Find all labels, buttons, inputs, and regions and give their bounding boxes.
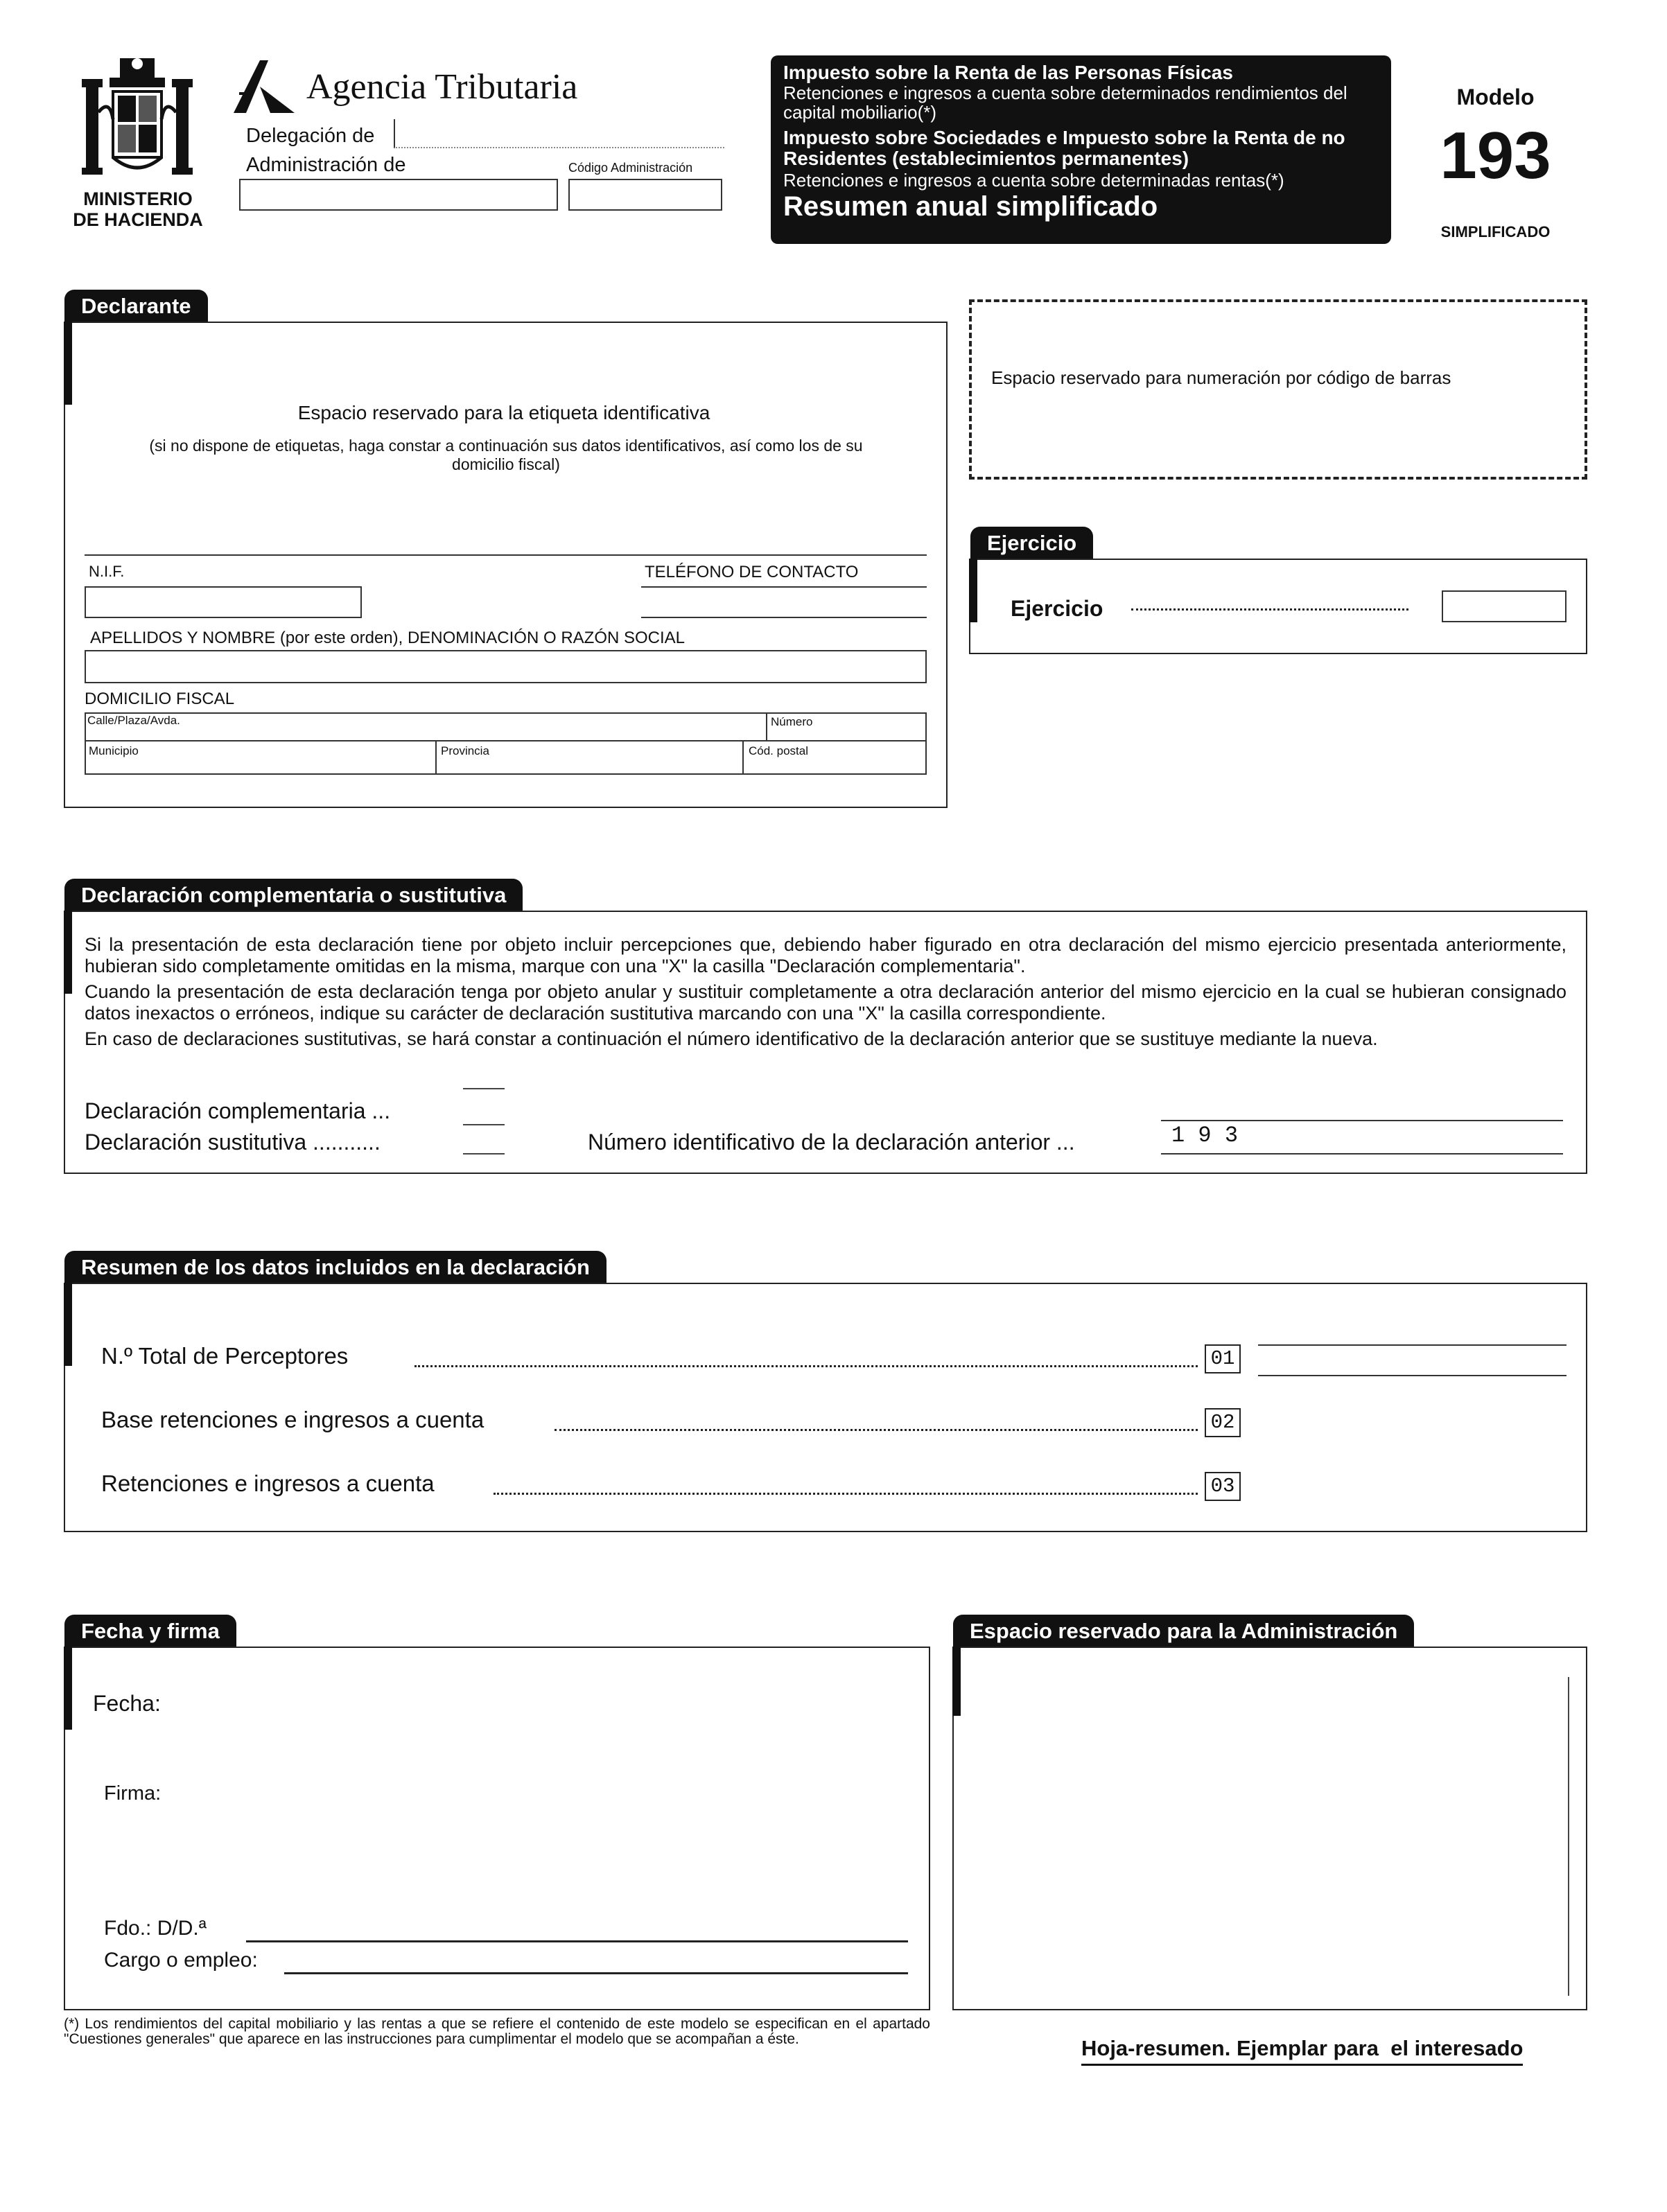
ministry-line2: DE HACIENDA	[73, 209, 203, 230]
municipio-label: Municipio	[89, 744, 139, 757]
complementaria-text	[85, 934, 1566, 1050]
tab-declarante: Declarante	[64, 290, 208, 322]
codigo-admin-field[interactable]	[568, 179, 722, 211]
perceptores-code: 01	[1205, 1344, 1241, 1373]
administracion-bar	[952, 1647, 961, 1716]
telefono-field[interactable]	[641, 586, 927, 618]
retenciones-label: Retenciones e ingresos a cuenta	[101, 1471, 435, 1496]
ejercicio-input[interactable]	[1442, 590, 1566, 622]
barcode-text: Espacio reservado para numeración por código de barras	[991, 367, 1451, 388]
banner-line2: Retenciones e ingresos a cuenta sobre determinados rendimientos del capital mobiliario(*)	[783, 82, 1347, 123]
fdo-input[interactable]	[246, 1940, 908, 1942]
complementaria-bar	[64, 911, 72, 994]
complementaria-label: Declaración complementaria ...	[85, 1098, 391, 1123]
ejercicio-label: Ejercicio	[1011, 596, 1103, 621]
provincia-label: Provincia	[441, 744, 489, 757]
domicilio-label: DOMICILIO FISCAL	[85, 690, 235, 708]
numero-label: Número	[771, 715, 813, 728]
ministry-line1: MINISTERIO	[83, 188, 193, 209]
base-label: Base retenciones e ingresos a cuenta	[101, 1407, 485, 1432]
delegacion-field[interactable]	[394, 119, 724, 148]
numero-anterior-label: Número identificativo de la declaración anterior ...	[588, 1130, 1075, 1155]
nif-label: N.I.F.	[89, 563, 125, 580]
nif-field[interactable]	[85, 586, 362, 618]
calle-label: Calle/Plaza/Avda.	[87, 714, 180, 727]
etiqueta-title: Espacio reservado para la etiqueta identificativa	[297, 402, 710, 423]
ejercicio-leader	[1131, 608, 1408, 611]
firma-bar	[64, 1647, 72, 1730]
administracion-field[interactable]	[239, 179, 558, 211]
modelo-label: Modelo	[1456, 85, 1535, 109]
footnote: (*) Los rendimientos del capital mobiliario y las rentas a que se refiere el contenido de este modelo se especifican en el apartado "Cuestiones generales" que aparece en las instrucciones para cumplimentar el modelo que se acompañan a éste.	[64, 2016, 930, 2047]
complementaria-para3: En caso de declaraciones sustitutivas, se hará constar a continuación el número identificativo de la declaración anterior que se sustituye mediante la nueva.	[85, 1028, 1378, 1049]
calle-field[interactable]	[85, 712, 767, 741]
resumen-bar	[64, 1283, 72, 1366]
perceptores-input[interactable]	[1258, 1344, 1566, 1376]
banner-line5: Resumen anual simplificado	[783, 191, 1158, 222]
ministry-name	[61, 188, 215, 230]
complementaria-para1: Si la presentación de esta declaración tiene por objeto incluir percepciones que, debiendo haber figurado en otra declaración del mismo ejercicio presentada anteriormente, hubieran sido completamente omitidas en la misma, marque con una "X" la casilla "Declaración complementaria".	[85, 934, 1566, 976]
administracion-label: Administración de	[246, 154, 406, 176]
perceptores-label: N.º Total de Perceptores	[101, 1343, 349, 1369]
retenciones-leader	[494, 1493, 1198, 1495]
ejemplar-label: Hoja-resumen. Ejemplar para el interesado	[1081, 2036, 1523, 2066]
apellidos-label: APELLIDOS Y NOMBRE (por este orden), DENOMINACIÓN O RAZÓN SOCIAL	[90, 629, 686, 647]
base-leader	[555, 1429, 1198, 1431]
apellidos-field[interactable]	[85, 650, 927, 683]
declarante-bar	[64, 322, 72, 405]
retenciones-code: 03	[1205, 1472, 1241, 1501]
firma-label: Firma:	[104, 1782, 162, 1805]
complementaria-checkbox[interactable]	[463, 1088, 505, 1125]
tab-complementaria: Declaración complementaria o sustitutiva	[64, 879, 523, 911]
telefono-label: TELÉFONO DE CONTACTO	[645, 563, 859, 581]
base-input[interactable]	[1258, 1408, 1566, 1440]
tab-administracion: Espacio reservado para la Administración	[953, 1615, 1414, 1647]
etiqueta-note: (si no dispone de etiquetas, haga constar a continuación sus datos identificativos, así como los de su domicilio fiscal)	[149, 437, 863, 473]
sustitutiva-checkbox[interactable]	[463, 1121, 505, 1155]
codigo-admin-label: Código Administración	[568, 161, 693, 175]
agency-name: Agencia Tributaria	[306, 67, 578, 107]
ministry-crest-icon	[82, 57, 193, 188]
base-code: 02	[1205, 1408, 1241, 1437]
cargo-label: Cargo o empleo:	[104, 1949, 258, 1972]
agency-logo-icon	[232, 59, 298, 114]
administracion-section	[952, 1647, 1587, 2010]
tab-resumen: Resumen de los datos incluidos en la declaración	[64, 1251, 606, 1283]
modelo-sub: SIMPLIFICADO	[1440, 223, 1551, 240]
ejercicio-bar	[969, 559, 977, 622]
banner-line1: Impuesto sobre la Renta de las Personas Físicas	[783, 62, 1233, 83]
perceptores-leader	[414, 1365, 1198, 1367]
modelo-number: 193	[1440, 119, 1551, 193]
banner-line4: Retenciones e ingresos a cuenta sobre determinadas rentas(*)	[783, 170, 1284, 191]
etiqueta-divider	[85, 554, 927, 556]
numero-anterior-prefix: 1 9 3	[1171, 1123, 1239, 1148]
administracion-inner-line	[1568, 1677, 1569, 1996]
model-banner	[771, 55, 1391, 244]
sustitutiva-label: Declaración sustitutiva ...........	[85, 1130, 381, 1155]
fecha-label: Fecha:	[93, 1691, 161, 1716]
retenciones-input[interactable]	[1258, 1472, 1566, 1504]
banner-line3: Impuesto sobre Sociedades e Impuesto sobre la Renta de no Residentes (establecimientos permanentes)	[783, 127, 1345, 169]
delegacion-label: Delegación de	[246, 125, 375, 147]
fdo-label: Fdo.: D/D.ª	[104, 1917, 207, 1940]
barcode-area	[969, 299, 1587, 480]
complementaria-para2: Cuando la presentación de esta declaración tenga por objeto anular y sustituir completamente a otra declaración anterior del mismo ejercicio en la cual se hubieran consignado datos inexactos o erróneos, indique su carácter de declaración sustitutiva marcando con una "X" la casilla correspondiente.	[85, 981, 1566, 1024]
cargo-input[interactable]	[284, 1972, 908, 1974]
tab-ejercicio: Ejercicio	[970, 527, 1093, 559]
cod-postal-label: Cód. postal	[749, 744, 808, 757]
tab-firma: Fecha y firma	[64, 1615, 236, 1647]
